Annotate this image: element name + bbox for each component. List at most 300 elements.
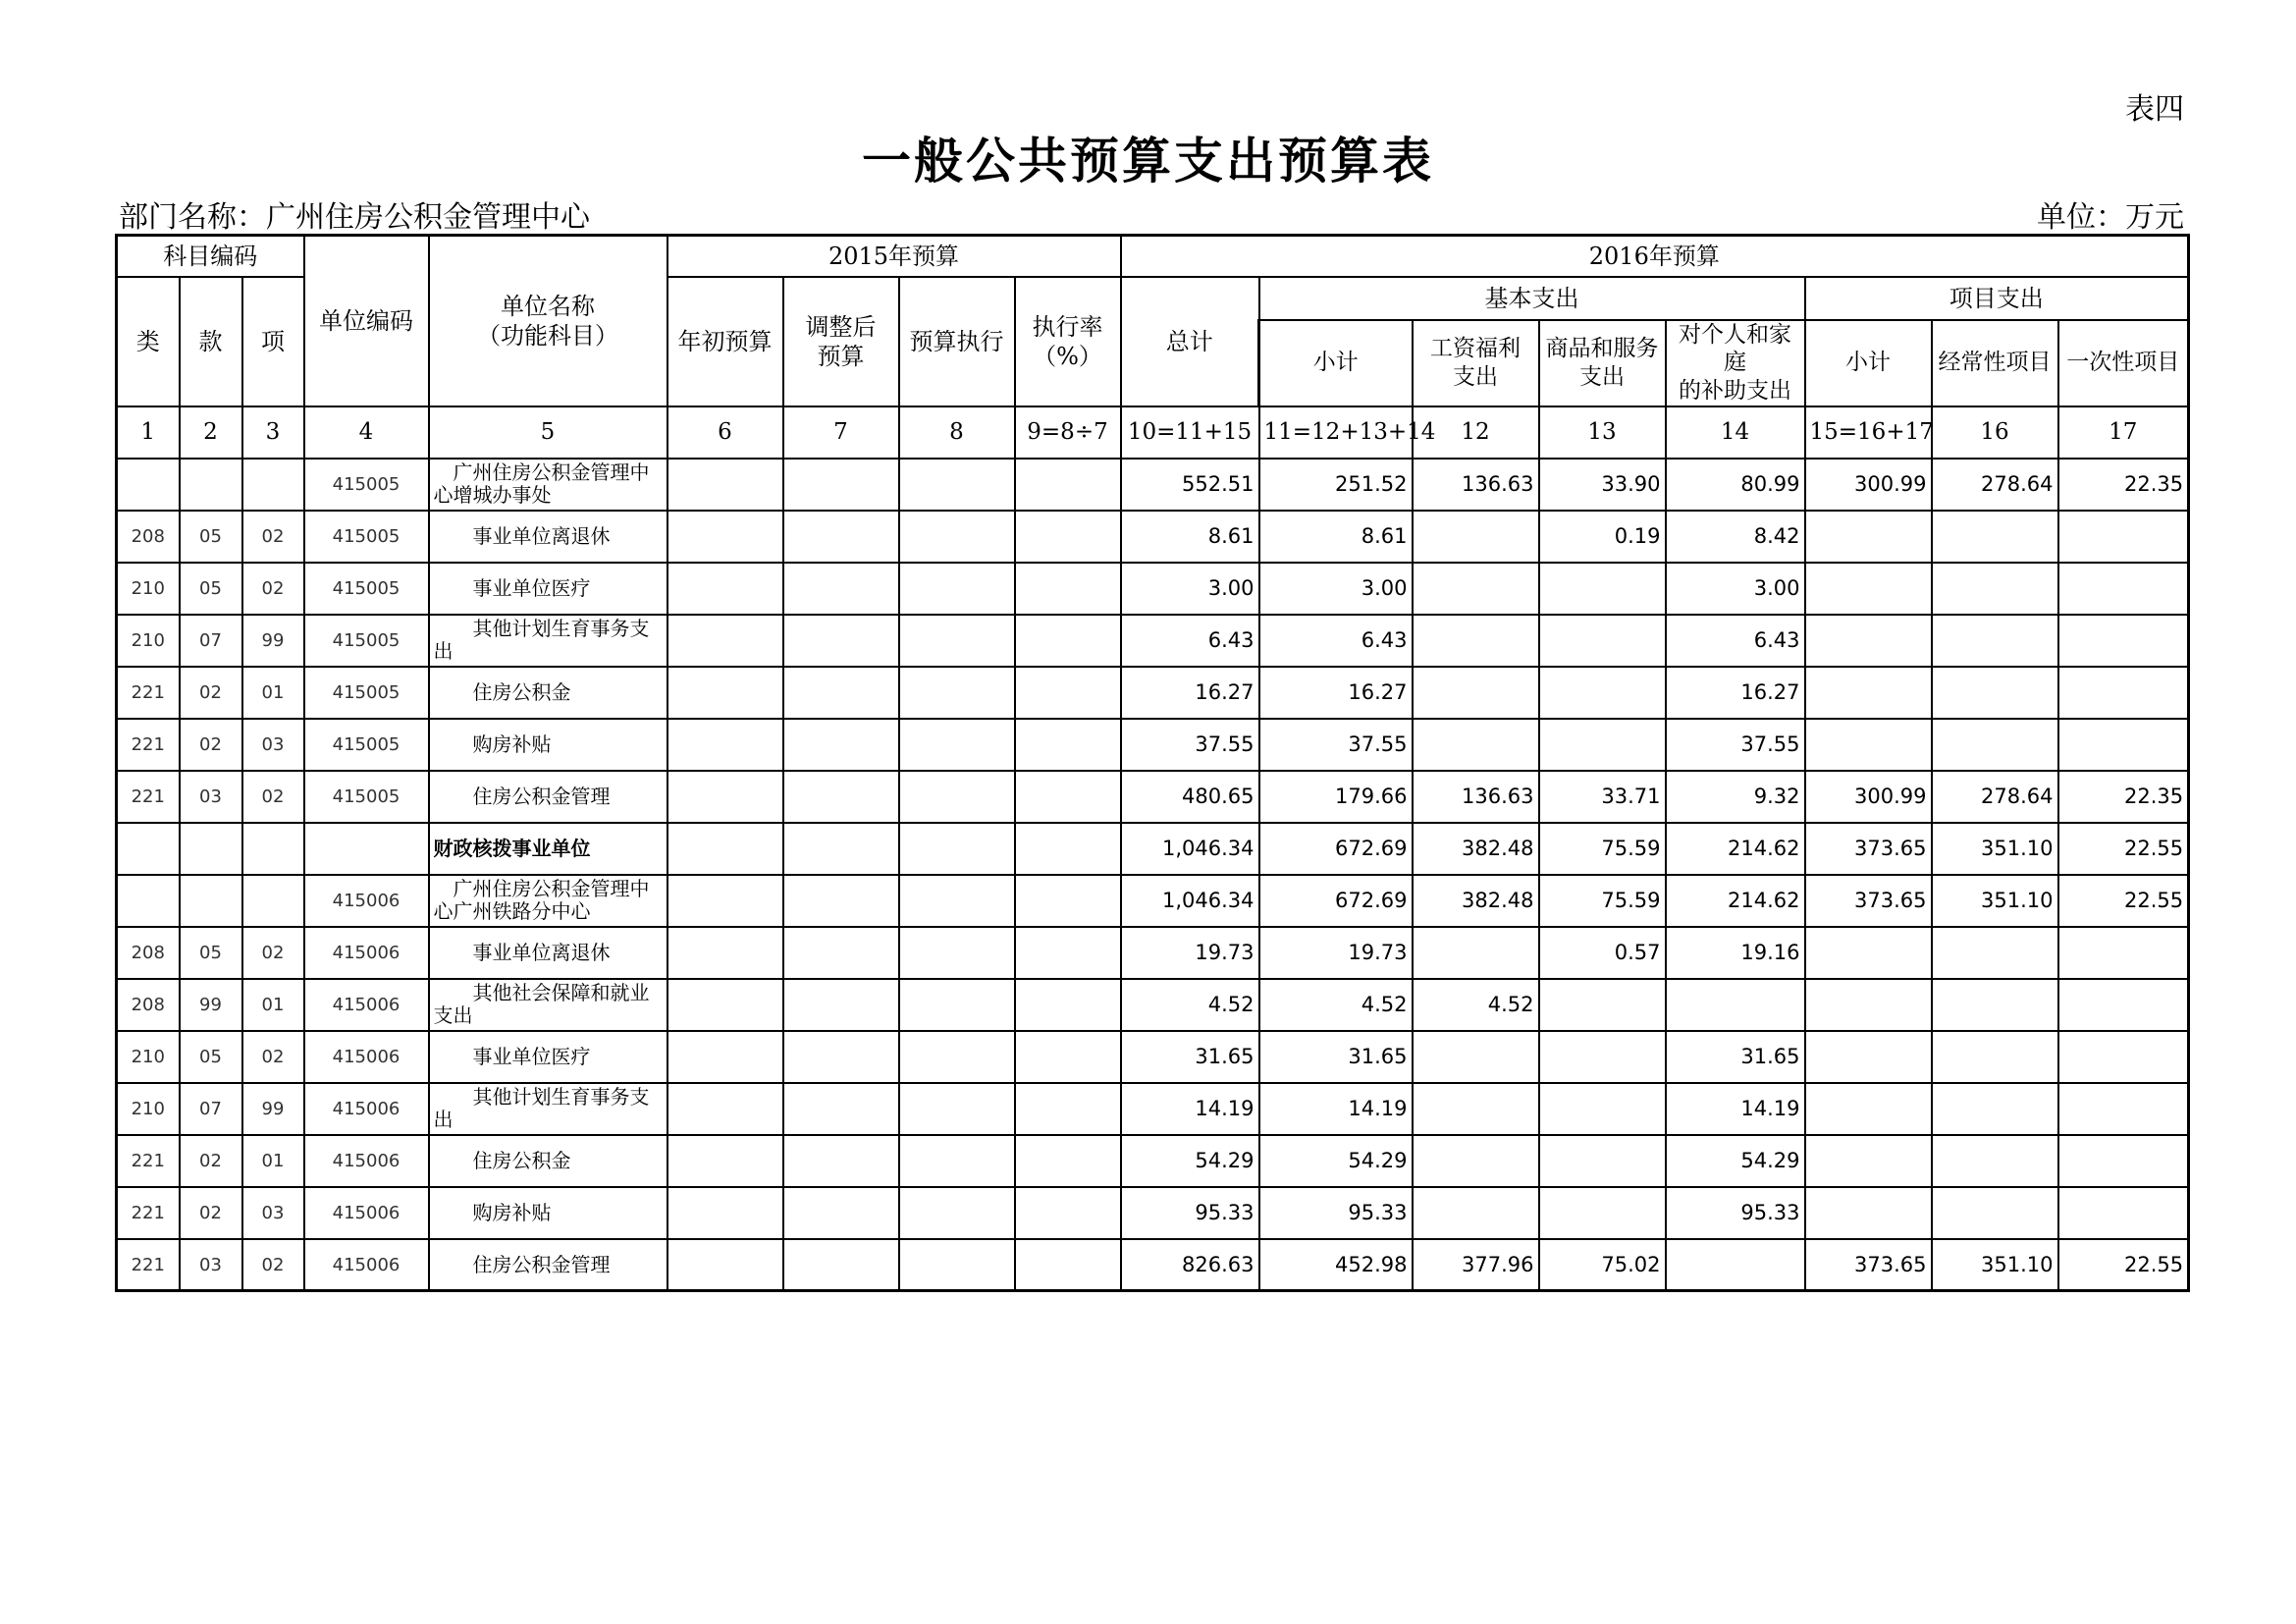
cell-c6 [667,719,783,771]
cell-c16: 278.64 [1932,459,2058,511]
cell-unit-name: 其他计划生育事务支出 [429,1083,667,1135]
cell-c9 [1015,1031,1121,1083]
header-rate [1015,277,1121,406]
column-number-row [117,406,2189,459]
cell-c8 [899,563,1015,615]
cell-c16 [1932,979,2058,1031]
cell-c14: 9.32 [1666,771,1805,823]
cell-c17 [2058,927,2189,979]
cell-c10: 480.65 [1121,771,1259,823]
cell-c9 [1015,1239,1121,1291]
cell-c16: 351.10 [1932,823,2058,875]
cell-c15 [1805,1083,1932,1135]
cell-c13: 0.57 [1539,927,1666,979]
cell-xiang: 02 [242,1239,304,1291]
cell-c8 [899,875,1015,927]
cell-c11: 16.27 [1259,667,1413,719]
cell-c13 [1539,615,1666,667]
cell-c9 [1015,823,1121,875]
cell-xiang: 02 [242,563,304,615]
cell-xiang [242,823,304,875]
header-recurring: 经常性项目 [1932,320,2058,406]
cell-c13: 33.71 [1539,771,1666,823]
column-number: 5 [429,406,667,459]
cell-c14: 16.27 [1666,667,1805,719]
cell-c14: 80.99 [1666,459,1805,511]
cell-c13 [1539,719,1666,771]
cell-c6 [667,459,783,511]
cell-c10: 4.52 [1121,979,1259,1031]
cell-c12: 382.48 [1413,875,1539,927]
cell-xiang: 99 [242,1083,304,1135]
cell-c15 [1805,563,1932,615]
table-row [117,615,2189,667]
cell-c15 [1805,979,1932,1031]
header-personal-line2: 的补助支出 [1679,378,1792,404]
cell-c11: 251.52 [1259,459,1413,511]
column-number: 3 [242,406,304,459]
cell-c12: 382.48 [1413,823,1539,875]
cell-lei: 221 [117,1187,180,1239]
cell-kuan: 07 [180,615,242,667]
cell-lei: 210 [117,1083,180,1135]
cell-c13 [1539,979,1666,1031]
cell-c13: 75.02 [1539,1239,1666,1291]
cell-xiang: 01 [242,667,304,719]
table-row [117,979,2189,1031]
cell-c10: 19.73 [1121,927,1259,979]
header-lei: 类 [117,277,180,406]
cell-c8 [899,1187,1015,1239]
header-kuan: 款 [180,277,242,406]
cell-c12 [1413,667,1539,719]
cell-c11: 6.43 [1259,615,1413,667]
cell-c10: 3.00 [1121,563,1259,615]
cell-c15 [1805,1187,1932,1239]
column-number: 7 [783,406,899,459]
header-subject-code: 科目编码 [117,236,304,277]
cell-unit-code: 415006 [304,927,429,979]
cell-c6 [667,771,783,823]
cell-kuan [180,823,242,875]
column-number: 14 [1666,406,1805,459]
column-number: 11=12+13+14 [1259,406,1413,459]
table-row [117,823,2189,875]
cell-c8 [899,1135,1015,1187]
cell-c14: 214.62 [1666,823,1805,875]
table-row [117,1031,2189,1083]
cell-c13 [1539,1135,1666,1187]
cell-c15 [1805,667,1932,719]
cell-lei: 221 [117,1135,180,1187]
cell-c15 [1805,1031,1932,1083]
cell-unit-code: 415005 [304,511,429,563]
column-number: 4 [304,406,429,459]
cell-c7 [783,1239,899,1291]
cell-kuan: 05 [180,1031,242,1083]
cell-c14: 3.00 [1666,563,1805,615]
cell-kuan: 03 [180,1239,242,1291]
column-number: 12 [1413,406,1539,459]
cell-c11: 37.55 [1259,719,1413,771]
cell-c11: 672.69 [1259,823,1413,875]
cell-c16 [1932,615,2058,667]
cell-c8 [899,823,1015,875]
cell-unit-code: 415005 [304,563,429,615]
cell-kuan: 05 [180,927,242,979]
table-row [117,1187,2189,1239]
cell-kuan: 02 [180,1187,242,1239]
cell-c6 [667,1135,783,1187]
cell-c9 [1015,1083,1121,1135]
header-wages-line2: 支出 [1453,363,1499,390]
cell-c11: 672.69 [1259,875,1413,927]
cell-c8 [899,459,1015,511]
cell-c17 [2058,1135,2189,1187]
header-unit-code: 单位编码 [304,236,429,406]
cell-unit-code: 415005 [304,667,429,719]
page-title: 一般公共预算支出预算表 [862,132,1434,189]
column-number: 6 [667,406,783,459]
cell-c15 [1805,511,1932,563]
cell-c11: 95.33 [1259,1187,1413,1239]
cell-unit-code: 415005 [304,615,429,667]
cell-c16 [1932,667,2058,719]
cell-kuan: 02 [180,719,242,771]
cell-c12 [1413,927,1539,979]
cell-unit-name: 其他计划生育事务支出 [429,615,667,667]
cell-c7 [783,615,899,667]
cell-kuan: 05 [180,563,242,615]
cell-unit-code: 415006 [304,1031,429,1083]
cell-c13 [1539,1187,1666,1239]
cell-c11: 19.73 [1259,927,1413,979]
header-xiang: 项 [242,277,304,406]
cell-unit-name: 广州住房公积金管理中心广州铁路分中心 [429,875,667,927]
cell-c12: 4.52 [1413,979,1539,1031]
cell-xiang [242,875,304,927]
cell-unit-name: 事业单位医疗 [429,1031,667,1083]
cell-c11: 54.29 [1259,1135,1413,1187]
header-unit-name [429,236,667,406]
cell-c11: 14.19 [1259,1083,1413,1135]
cell-c10: 552.51 [1121,459,1259,511]
cell-kuan [180,875,242,927]
cell-unit-name: 住房公积金管理 [429,771,667,823]
cell-c14 [1666,979,1805,1031]
cell-c15: 300.99 [1805,771,1932,823]
cell-c11: 452.98 [1259,1239,1413,1291]
table-row [117,875,2189,927]
cell-c16 [1932,563,2058,615]
cell-unit-name: 其他社会保障和就业支出 [429,979,667,1031]
cell-unit-code [304,823,429,875]
cell-lei: 208 [117,927,180,979]
cell-c10: 1,046.34 [1121,823,1259,875]
cell-c14: 6.43 [1666,615,1805,667]
cell-c11: 179.66 [1259,771,1413,823]
cell-unit-code: 415006 [304,875,429,927]
cell-c16 [1932,719,2058,771]
table-row [117,1239,2189,1291]
cell-lei: 221 [117,771,180,823]
cell-unit-name: 事业单位医疗 [429,563,667,615]
header-goods-line1: 商品和服务 [1545,335,1659,361]
cell-c14: 19.16 [1666,927,1805,979]
cell-xiang: 01 [242,979,304,1031]
cell-c17 [2058,979,2189,1031]
header-initial-budget: 年初预算 [667,277,783,406]
cell-c14: 8.42 [1666,511,1805,563]
cell-unit-name: 事业单位离退休 [429,927,667,979]
cell-c17 [2058,719,2189,771]
column-number: 8 [899,406,1015,459]
table-row [117,1135,2189,1187]
cell-c12 [1413,1135,1539,1187]
cell-c16 [1932,511,2058,563]
column-number: 2 [180,406,242,459]
cell-unit-name: 事业单位离退休 [429,511,667,563]
table-row [117,771,2189,823]
cell-xiang: 01 [242,1135,304,1187]
cell-c9 [1015,615,1121,667]
cell-c17: 22.35 [2058,771,2189,823]
header-basic-subtotal: 小计 [1259,320,1413,406]
cell-kuan: 02 [180,1135,242,1187]
cell-c10: 6.43 [1121,615,1259,667]
cell-c11: 8.61 [1259,511,1413,563]
table-row [117,927,2189,979]
cell-lei: 221 [117,1239,180,1291]
cell-c14: 31.65 [1666,1031,1805,1083]
cell-c16 [1932,1135,2058,1187]
table-row [117,1083,2189,1135]
cell-c17 [2058,1031,2189,1083]
header-project: 项目支出 [1805,277,2189,320]
header-adjusted-budget [783,277,899,406]
cell-c12: 136.63 [1413,771,1539,823]
cell-c9 [1015,459,1121,511]
cell-xiang: 02 [242,1031,304,1083]
cell-c10: 95.33 [1121,1187,1259,1239]
cell-c14: 14.19 [1666,1083,1805,1135]
header-goods [1539,320,1666,406]
cell-c6 [667,1187,783,1239]
cell-kuan: 02 [180,667,242,719]
cell-xiang: 03 [242,719,304,771]
header-goods-line2: 支出 [1579,363,1626,390]
header-basic: 基本支出 [1259,277,1805,320]
cell-c14: 95.33 [1666,1187,1805,1239]
cell-c17: 22.55 [2058,1239,2189,1291]
cell-c7 [783,927,899,979]
cell-c10: 16.27 [1121,667,1259,719]
cell-c12 [1413,563,1539,615]
header-rate-line1: 执行率 [1032,312,1103,341]
cell-c10: 37.55 [1121,719,1259,771]
cell-c17 [2058,563,2189,615]
cell-c9 [1015,927,1121,979]
column-number: 1 [117,406,180,459]
cell-c8 [899,511,1015,563]
cell-c7 [783,771,899,823]
cell-c6 [667,563,783,615]
cell-lei [117,823,180,875]
cell-unit-code: 415005 [304,459,429,511]
cell-c14: 37.55 [1666,719,1805,771]
column-number: 13 [1539,406,1666,459]
cell-unit-name: 财政核拨事业单位 [429,823,667,875]
cell-c9 [1015,563,1121,615]
header-unit-name-line1: 单位名称 [501,292,595,320]
cell-c17 [2058,1083,2189,1135]
cell-c17 [2058,667,2189,719]
cell-c14: 54.29 [1666,1135,1805,1187]
cell-lei: 210 [117,615,180,667]
cell-c8 [899,771,1015,823]
cell-unit-name: 购房补贴 [429,719,667,771]
cell-unit-code: 415006 [304,1239,429,1291]
column-number: 10=11+15 [1121,406,1259,459]
cell-c10: 31.65 [1121,1031,1259,1083]
cell-c8 [899,1083,1015,1135]
cell-c8 [899,719,1015,771]
cell-c15: 373.65 [1805,875,1932,927]
cell-c15 [1805,719,1932,771]
cell-c14: 214.62 [1666,875,1805,927]
cell-unit-name: 住房公积金 [429,1135,667,1187]
header-project-subtotal: 小计 [1805,320,1932,406]
cell-c13 [1539,563,1666,615]
cell-c12 [1413,719,1539,771]
header-rate-line2: （%） [1033,342,1102,370]
cell-c7 [783,459,899,511]
cell-c16: 278.64 [1932,771,2058,823]
header-budget-2015: 2015年预算 [667,236,1121,277]
cell-c10: 826.63 [1121,1239,1259,1291]
cell-c13: 75.59 [1539,875,1666,927]
cell-kuan: 07 [180,1083,242,1135]
cell-c7 [783,1031,899,1083]
cell-c8 [899,667,1015,719]
cell-c10: 54.29 [1121,1135,1259,1187]
cell-xiang: 03 [242,1187,304,1239]
cell-c9 [1015,719,1121,771]
cell-c17: 22.55 [2058,823,2189,875]
header-adjusted-line2: 预算 [817,342,865,370]
cell-unit-name: 住房公积金 [429,667,667,719]
cell-c8 [899,1239,1015,1291]
cell-kuan: 05 [180,511,242,563]
cell-c9 [1015,511,1121,563]
cell-c7 [783,1083,899,1135]
cell-c8 [899,1031,1015,1083]
table-row [117,719,2189,771]
cell-unit-code: 415006 [304,1083,429,1135]
header-unit-name-line2: （功能科目） [477,321,618,350]
cell-c16 [1932,927,2058,979]
cell-c8 [899,979,1015,1031]
cell-xiang: 02 [242,511,304,563]
cell-c6 [667,511,783,563]
cell-c16 [1932,1083,2058,1135]
cell-c7 [783,1187,899,1239]
cell-lei: 210 [117,1031,180,1083]
cell-c13: 0.19 [1539,511,1666,563]
header-budget-2016: 2016年预算 [1121,236,2189,277]
cell-c11: 4.52 [1259,979,1413,1031]
header-wages [1413,320,1539,406]
cell-c17 [2058,511,2189,563]
cell-c6 [667,1239,783,1291]
unit-label: 单位：万元 [2037,200,2184,235]
column-number: 9=8÷7 [1015,406,1121,459]
cell-lei: 210 [117,563,180,615]
cell-c6 [667,1031,783,1083]
cell-c17: 22.35 [2058,459,2189,511]
cell-c12: 136.63 [1413,459,1539,511]
cell-c6 [667,875,783,927]
cell-c12 [1413,1187,1539,1239]
cell-c12 [1413,511,1539,563]
cell-c9 [1015,667,1121,719]
cell-c13 [1539,1031,1666,1083]
table-row [117,459,2189,511]
cell-c12 [1413,1083,1539,1135]
header-one-time: 一次性项目 [2058,320,2189,406]
cell-c16: 351.10 [1932,875,2058,927]
cell-c16 [1932,1031,2058,1083]
column-number: 15=16+17 [1805,406,1932,459]
cell-lei: 208 [117,511,180,563]
cell-c15 [1805,927,1932,979]
cell-c15 [1805,1135,1932,1187]
cell-unit-name: 购房补贴 [429,1187,667,1239]
header-total: 总计 [1121,277,1259,406]
department-name: 部门名称：广州住房公积金管理中心 [119,200,590,235]
cell-lei: 221 [117,667,180,719]
cell-c16 [1932,1187,2058,1239]
table-row [117,667,2189,719]
budget-table [115,234,2190,1292]
cell-unit-code: 415006 [304,979,429,1031]
cell-c7 [783,511,899,563]
cell-c15: 300.99 [1805,459,1932,511]
cell-c17: 22.55 [2058,875,2189,927]
cell-c7 [783,563,899,615]
cell-lei [117,459,180,511]
cell-unit-code: 415005 [304,771,429,823]
cell-c7 [783,979,899,1031]
table-row [117,563,2189,615]
cell-c12: 377.96 [1413,1239,1539,1291]
cell-c6 [667,823,783,875]
cell-c17 [2058,615,2189,667]
cell-c9 [1015,875,1121,927]
column-number: 16 [1932,406,2058,459]
cell-c7 [783,823,899,875]
cell-c9 [1015,771,1121,823]
cell-c11: 3.00 [1259,563,1413,615]
cell-c10: 1,046.34 [1121,875,1259,927]
cell-c12 [1413,1031,1539,1083]
cell-c13: 33.90 [1539,459,1666,511]
cell-c7 [783,1135,899,1187]
cell-c7 [783,875,899,927]
table-row [117,511,2189,563]
cell-xiang: 02 [242,771,304,823]
cell-c9 [1015,979,1121,1031]
